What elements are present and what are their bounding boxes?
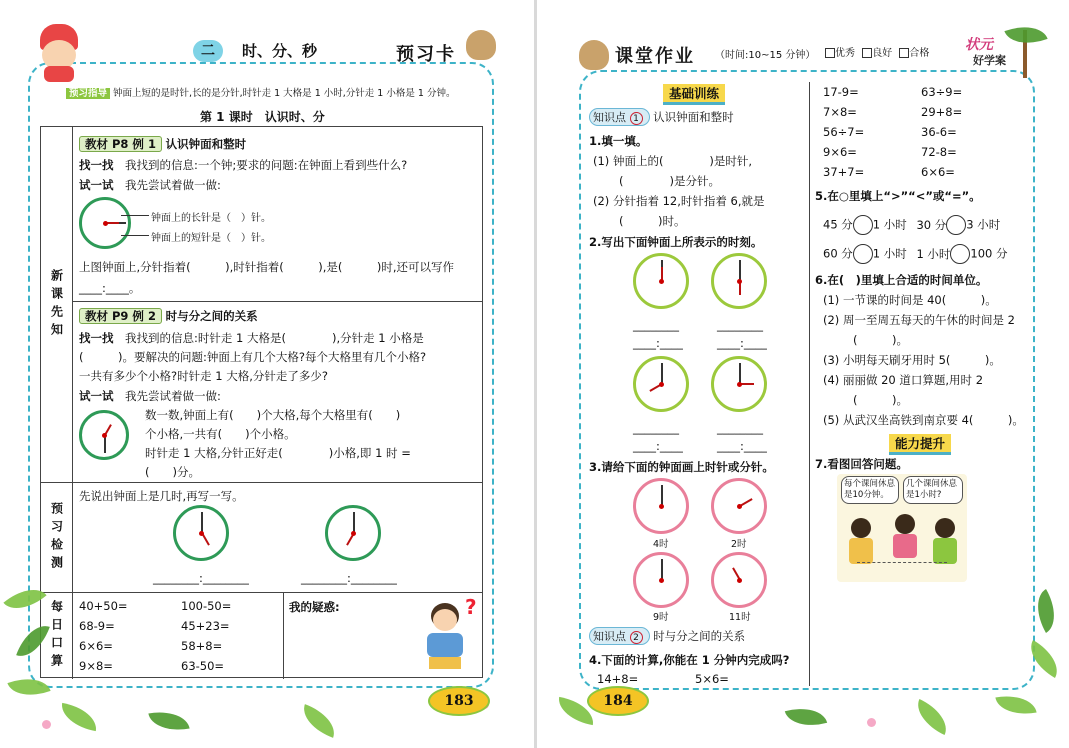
grade-label-pass: 合格 [909,48,930,59]
preview-guide [66,85,455,99]
preview-table [40,126,483,678]
compare-circle-input[interactable] [950,244,970,264]
q5-row-2: 60 分 1 小时 1 小时 100 分 [823,244,1008,264]
try-label-2: 试一试 [79,389,114,403]
find-label-2: 找一找 [79,331,114,345]
q2-answer-line: ________ [633,421,679,435]
q6-item: (4) 丽丽做 20 道口算题,用时 2 [823,373,984,387]
classwork-logo: 课堂作业 [615,46,695,67]
example2-find-text-1: 我找到的信息:时针走 1 大格是( ),分针走 1 小格是 [125,331,424,345]
example2-try-text: 我先尝试着做一做: [125,389,221,403]
q3-clock-4[interactable] [711,552,767,608]
example2-tag: 教材 P9 例 2 [79,308,162,324]
compare-circle-input[interactable] [946,215,966,235]
guide-text: 钟面上短的是时针,长的是分针,时针走 1 大格是 1 小时,分针走 1 小格是 1 分钟。 [113,88,456,99]
kp2-title: 时与分之间的关系 [653,629,746,643]
kp2-badge: 知识点 2 [589,627,650,645]
example1-find [79,157,407,173]
q1-2-line-b: ( )时。 [619,214,686,228]
q2-clock-3 [633,356,689,412]
q3-clock-label: 11时 [729,612,751,623]
mental-item: 40+50= [79,599,128,613]
ability-title: 能力提升 [889,434,951,455]
mental-math-divider [283,593,284,679]
preview-card-logo: 预习卡 [396,44,456,65]
leaf-decoration-icon [785,701,827,732]
kp1-badge: 知识点 1 [589,108,650,126]
q2-clock-1 [633,253,689,309]
flower-decoration-icon [42,720,51,729]
grade-checkbox-good[interactable] [862,48,872,58]
calc-item: 56÷7= [823,125,865,139]
q7-title: 7.看图回答问题。 [815,457,908,471]
compare-circle-input[interactable] [853,215,873,235]
q6-item: (2) 周一至周五每天的午休的时间是 2 [823,313,1015,327]
side-label-new-knowledge: 新课先知 [41,127,73,483]
brand-logo-bottom: 好学案 [973,54,1006,67]
example1-header [79,136,246,152]
example1-clock [79,197,131,249]
q3-clock-3[interactable] [633,552,689,608]
knowledge-point-1 [589,108,734,126]
q3-clock-2[interactable] [711,478,767,534]
q2-answer-time: ____:____ [633,336,683,350]
my-doubt-label: 我的疑惑: [289,600,340,614]
column-divider [809,82,810,686]
calc-item: 72-8= [921,145,957,159]
q6-item: (3) 小明每天刷牙用时 5( )。 [823,353,1001,367]
chapter-badge: 二 [193,40,223,62]
mental-item: 9×8= [79,659,113,673]
hour-hand-pointer-line [121,235,149,236]
grade-checkboxes [825,44,929,59]
reading-boy-illustration [423,603,467,673]
q3-clock-label: 4时 [653,539,669,550]
chapter-title: 时、分、秒 [242,42,318,60]
example2-section [73,302,482,483]
grade-checkbox-excellent[interactable] [825,48,835,58]
example2-try-line-2: 个小格,一共有( )个小格。 [145,427,296,441]
q1-title: 1.填一填。 [589,134,648,148]
kp1-title: 认识钟面和整时 [653,110,734,124]
minute-hand-note: 钟面上的长针是（ ）针。 [151,213,271,224]
lesson-title: 第 1 课时 认识时、分 [200,110,325,124]
knowledge-point-2 [589,627,745,645]
girl-figure [849,518,873,576]
example2-clock [79,410,129,460]
example2-try [79,388,221,404]
q1-1-line-a: (1) 钟面上的( )是时针, [593,154,753,168]
example1-title: 认识钟面和整时 [165,137,247,151]
example1-section [73,127,482,302]
q3-title: 3.请给下面的钟面画上时针或分针。 [589,460,774,474]
calc-item: 37+7= [823,165,865,179]
q2-answer-line: ________ [717,421,763,435]
example1-try [79,177,221,193]
q2-clock-2 [711,253,767,309]
calc-item: 36-6= [921,125,957,139]
basic-training-title: 基础训练 [663,84,725,105]
q1-2-line-a: (2) 分针指着 12,时针指着 6,就是 [593,194,765,208]
time-note: （时间:10~15 分钟） [715,50,816,61]
find-label: 找一找 [79,158,114,172]
dog-mascot-icon [579,40,609,70]
q7-illustration [837,474,967,582]
example2-find-3: 一共有多少个小格?时针走 1 大格,分针走了多少? [79,369,328,383]
preview-check-section [73,483,482,593]
mental-item: 68-9= [79,619,115,633]
grade-label-good: 良好 [872,48,893,59]
q4-item: 14+8= [597,672,639,686]
calc-item: 29+8= [921,105,963,119]
flower-decoration-icon [867,718,876,727]
calc-item: 63÷9= [921,85,963,99]
q6-item: ( )。 [853,393,908,407]
check-answer-2: ________:________ [301,571,397,585]
leaf-decoration-icon [910,699,954,735]
leaf-decoration-icon [148,707,189,735]
girl-figure [933,518,957,576]
q2-answer-time: ____:____ [717,336,767,350]
q2-answer-time: ____:____ [717,439,767,453]
question-mark-icon: ? [465,595,477,619]
example2-try-line-1: 数一数,钟面上有( )个大格,每个大格里有( ) [145,408,401,422]
left-page [0,0,534,748]
check-instruction: 先说出钟面上是几时,再写一写。 [79,489,244,503]
leaf-decoration-icon [58,703,99,731]
example2-find-2: ( )。要解决的问题:钟面上有几个大格?每个大格里有几个小格? [79,350,427,364]
q2-answer-line: ________ [717,318,763,332]
example1-try-text: 我先尝试着做一做: [125,178,221,192]
guide-tag: 预习指导 [66,88,110,99]
speech-bubble-2: 几个课间休息是1小时? [903,476,963,504]
calc-item: 9×6= [823,145,857,159]
hour-hand-note: 钟面上的短针是（ ）针。 [151,233,271,244]
compare-circle-input[interactable] [853,244,873,264]
q6-item: ( )。 [853,333,908,347]
q6-item: (1) 一节课的时间是 40( )。 [823,293,997,307]
check-answer-1: ________:________ [153,571,249,585]
q2-title: 2.写出下面钟面上所表示的时刻。 [589,235,763,249]
grade-checkbox-pass[interactable] [899,48,909,58]
q6-item: (5) 从武汉坐高铁到南京要 4( )。 [823,413,1024,427]
mental-item: 58+8= [181,639,223,653]
example2-try-line-3: 时针走 1 大格,分针正好走( )小格,即 1 时 = [145,446,411,460]
q5-title: 5.在○里填上“>”“<”或“=”。 [815,189,981,203]
check-clock-1 [173,505,229,561]
example1-question: 上图钟面上,分针指着( ),时针指着( ),是( )时,还可以写作 [79,260,455,274]
page-number-183: 183 [428,686,490,716]
calc-item: 17-9= [823,85,859,99]
q6-title: 6.在( )里填上合适的时间单位。 [815,273,988,287]
mascot-figure [30,24,88,82]
calc-item: 6×6= [921,165,955,179]
example1-tag: 教材 P8 例 1 [79,136,162,152]
page-number-184: 184 [587,686,649,716]
q4-title: 4.下面的计算,你能在 1 分钟内完成吗? [589,653,790,667]
example1-find-text: 我找到的信息:一个钟;要求的问题:在钟面上看到些什么? [125,158,408,172]
leaf-decoration-icon [995,691,1036,719]
example2-find-1 [79,330,424,346]
q2-answer-time: ____:____ [633,439,683,453]
example2-try-line-4: ( )分。 [145,465,200,479]
jumping-girl-figure [891,514,919,574]
q4-item: 5×6= [695,672,729,686]
calc-item: 7×8= [823,105,857,119]
mental-item: 45+23= [181,619,230,633]
check-clock-2 [325,505,381,561]
leaf-decoration-icon [297,704,340,738]
side-label-mental-math: 每日口算 [41,593,73,679]
mental-item: 100-50= [181,599,232,613]
q3-clock-1[interactable] [633,478,689,534]
example2-title: 时与分之间的关系 [165,309,258,323]
q5-row-1: 45 分 1 小时 30 分 3 小时 [823,215,1000,235]
q3-clock-label: 9时 [653,612,669,623]
example1-question-cont: ____:____。 [79,281,141,295]
side-label-preview-check: 预习检测 [41,483,73,593]
dog-mascot-icon [466,30,496,60]
jump-rope [857,562,947,563]
mental-item: 6×6= [79,639,113,653]
try-label: 试一试 [79,178,114,192]
q2-answer-line: ________ [633,318,679,332]
grade-label-excellent: 优秀 [835,48,855,59]
example2-header [79,308,258,324]
brand-logo-top: 状元 [965,37,993,53]
right-page [537,0,1069,748]
q2-clock-4 [711,356,767,412]
mental-item: 63-50= [181,659,225,673]
q1-1-line-b: ( )是分针。 [619,174,720,188]
mental-math-section [73,593,482,679]
minute-hand-pointer-line [121,215,149,216]
speech-bubble-1: 每个课间休息是10分钟。 [841,476,899,504]
q3-clock-label: 2时 [731,539,747,550]
